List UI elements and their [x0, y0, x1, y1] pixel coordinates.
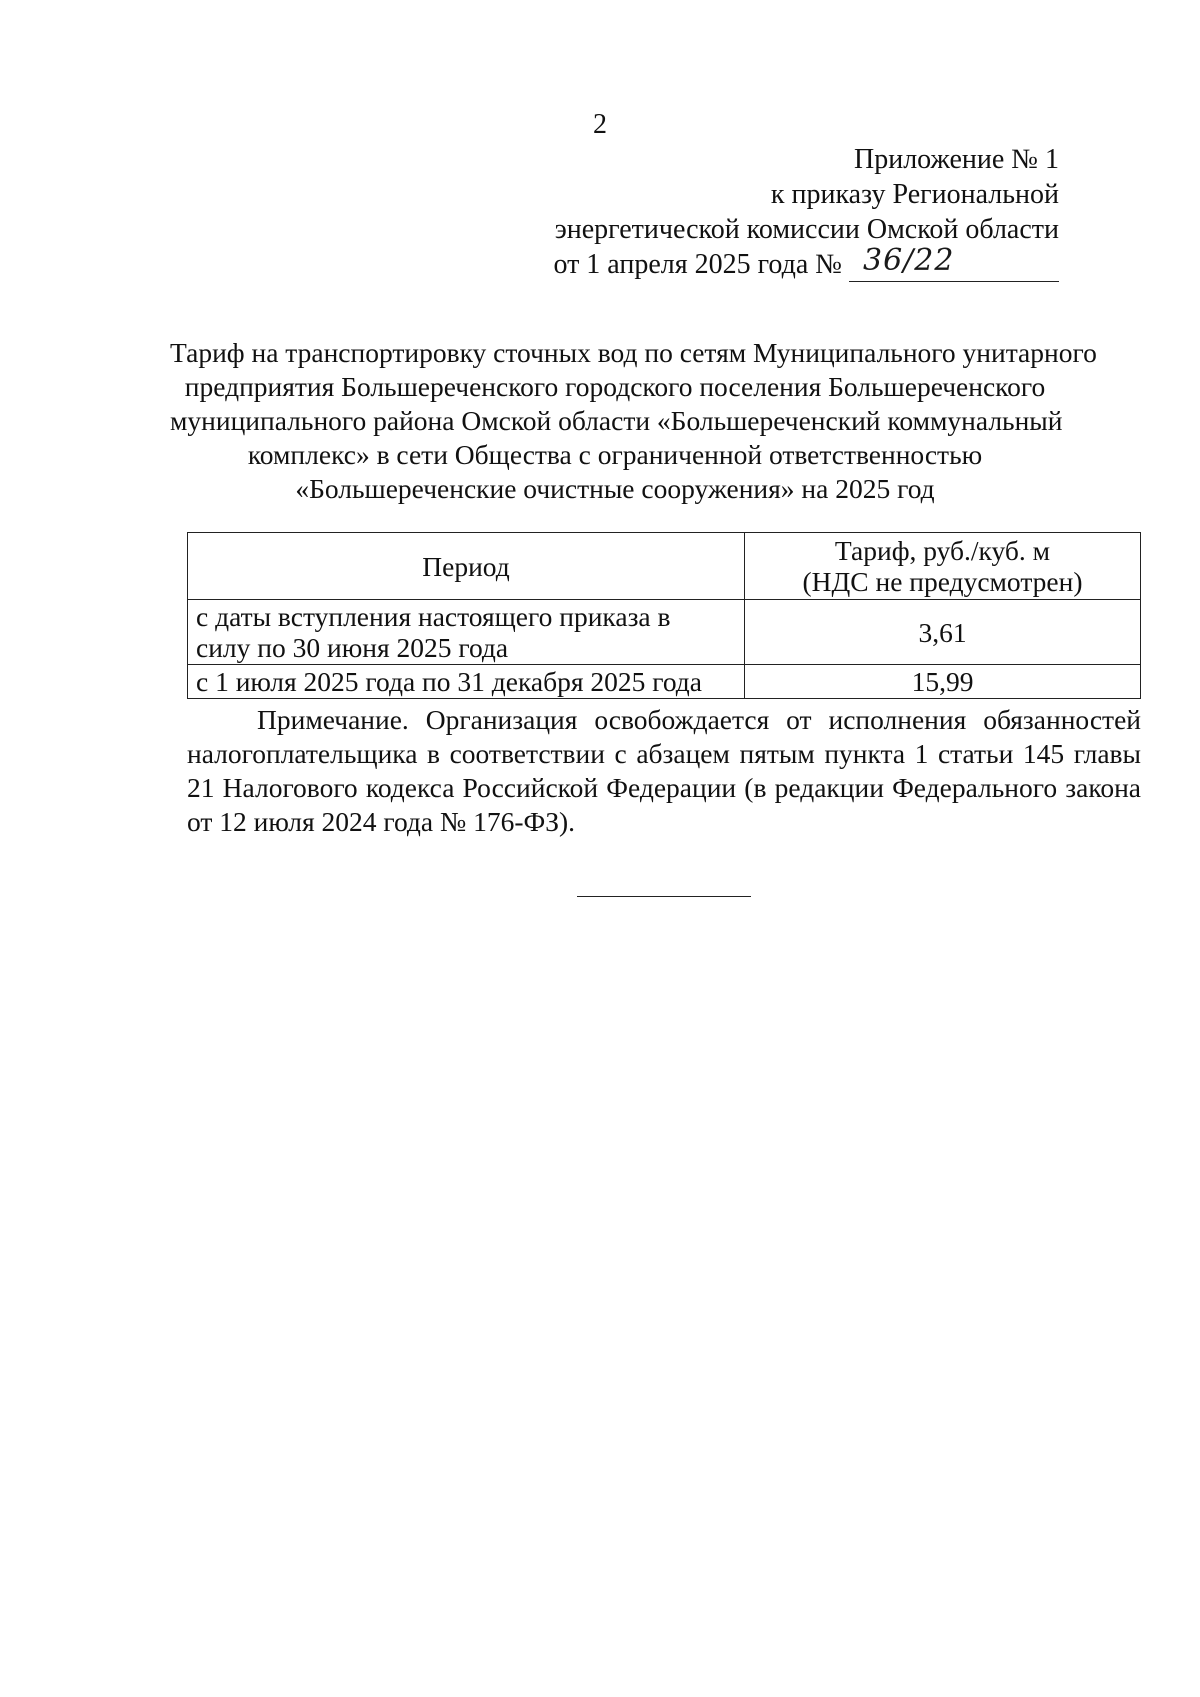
row-1-tariff: 3,61: [745, 600, 1141, 665]
header-tariff-line-2: (НДС не предусмотрен): [802, 566, 1083, 597]
row-1-period-line-1: с даты вступления настоящего приказа в: [196, 601, 671, 632]
document-title: [170, 336, 1097, 506]
appendix-line-2: к приказу Региональной: [770, 179, 1059, 210]
header-tariff: [745, 533, 1141, 600]
handwritten-order-number: 36/22: [863, 243, 955, 278]
title-line-1: Тариф на транспортировку сточных вод по сетям Муниципального унитарного: [170, 337, 1097, 368]
appendix-date: от 1 апреля 2025 года №: [553, 249, 842, 280]
page-number: 2: [593, 109, 607, 140]
header-period: Период: [188, 533, 745, 600]
title-line-2: предприятия Большереченского городского поселения Большереченского: [184, 371, 1046, 402]
note-paragraph: Примечание. Организация освобождается от исполнения обязанностей налогоплательщика в соответствии с абзацем пятым пункта 1 статьи 145 главы 21 Налогового кодекса Российской Федерации (в редакции Федерального закона от 12 июля 2024 года № 176-ФЗ).: [187, 704, 1141, 837]
row-1-period: [188, 600, 745, 665]
table-header-row: [188, 533, 1141, 600]
row-1-period-line-2: силу по 30 июня 2025 года: [196, 632, 509, 663]
row-2-period: с 1 июля 2025 года по 31 декабря 2025 года: [188, 665, 745, 699]
title-line-4: комплекс» в сети Общества с ограниченной ответственностью: [247, 439, 983, 470]
header-tariff-line-1: Тариф, руб./куб. м: [834, 535, 1051, 566]
appendix-line-3: энергетической комиссии Омской области: [554, 214, 1059, 245]
row-2-tariff: 15,99: [745, 665, 1141, 699]
title-line-3: муниципального района Омской области «Большереченский коммунальный: [170, 405, 1063, 436]
order-number-field: [849, 243, 1059, 282]
table-row: [188, 600, 1141, 665]
tariff-table: [187, 532, 1141, 699]
appendix-line-4: [553, 243, 1059, 282]
end-divider: [577, 896, 751, 897]
appendix-line-1: Приложение № 1: [854, 144, 1059, 175]
appendix-header: [553, 142, 1059, 282]
table-row: [188, 665, 1141, 699]
title-line-5: «Большереченские очистные сооружения» на 2025 год: [295, 473, 935, 504]
